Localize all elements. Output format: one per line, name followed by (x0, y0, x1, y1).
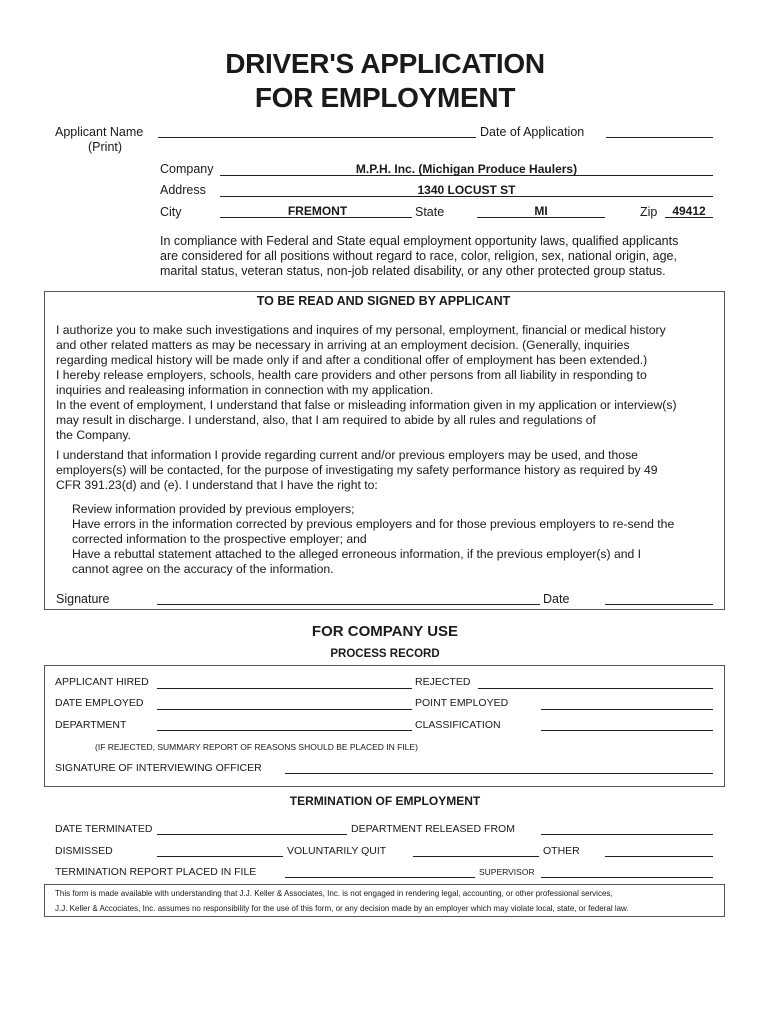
other-label: OTHER (543, 845, 580, 857)
date-employed-field[interactable] (157, 709, 412, 710)
classification-label: CLASSIFICATION (415, 719, 501, 731)
signature-label: Signature (56, 592, 110, 606)
p1-line: I authorize you to make such investigations and inquires of my personal, employment, financial or medical history (56, 323, 666, 337)
process-record-heading: PROCESS RECORD (330, 648, 440, 660)
form-title-line2: FOR EMPLOYMENT (254, 82, 516, 113)
rejected-note: (IF REJECTED, SUMMARY REPORT OF REASONS SHOULD BE PLACED IN FILE) (95, 742, 418, 752)
rights-line: corrected information to the prospective employer; and (72, 532, 367, 546)
applicant-hired-label: APPLICANT HIRED (55, 676, 149, 688)
point-employed-field[interactable] (541, 709, 713, 710)
date-terminated-field[interactable] (157, 834, 347, 835)
company-use-heading: FOR COMPANY USE (311, 623, 459, 640)
supervisor-label: SUPERVISOR (479, 867, 535, 877)
date-employed-label: DATE EMPLOYED (55, 697, 144, 709)
termination-report-label: TERMINATION REPORT PLACED IN FILE (55, 866, 257, 878)
eeo-line-1: In compliance with Federal and State equal employment opportunity laws, qualified applicants (160, 234, 679, 248)
authorization-paragraph-2 (56, 448, 658, 493)
p1-line: regarding medical history will be made only if and after a conditional offer of employment has been extended.) (56, 353, 648, 367)
signature-date-label: Date (543, 592, 570, 606)
voluntarily-quit-field[interactable] (413, 856, 539, 857)
dismissed-label: DISMISSED (55, 845, 113, 857)
company-value[interactable]: M.P.H. Inc. (Michigan Produce Haulers) (355, 162, 578, 176)
p2-line: employers(s) will be contacted, for the purpose of investigating my safety performance history as required by 49 (56, 463, 658, 477)
rejected-label: REJECTED (415, 676, 471, 688)
dismissed-field[interactable] (157, 856, 283, 857)
department-field[interactable] (157, 730, 412, 731)
p2-line: CFR 391.23(d) and (e). I understand that I have the right to: (56, 478, 378, 492)
other-field[interactable] (605, 856, 713, 857)
department-released-from-label: DEPARTMENT RELEASED FROM (351, 823, 515, 835)
state-value[interactable]: MI (534, 204, 548, 218)
voluntarily-quit-label: VOLUNTARILY QUIT (287, 845, 387, 857)
date-of-application-label: Date of Application (480, 125, 585, 139)
address-value[interactable]: 1340 LOCUST ST (417, 183, 516, 197)
rights-line: Have errors in the information corrected by previous employers and for those previous employers to re-send the (72, 517, 675, 531)
applicant-name-field[interactable] (158, 137, 476, 138)
p1-line: the Company. (56, 428, 131, 442)
applicant-name-label: Applicant Name (55, 125, 144, 139)
company-label: Company (160, 162, 214, 176)
eeo-line-2: are considered for all positions without regard to race, color, religion, sex, national origin, age, (160, 249, 677, 263)
rights-line: Have a rebuttal statement attached to the alleged erroneous information, if the previous employer(s) and I (72, 547, 642, 561)
zip-value[interactable]: 49412 (672, 204, 706, 218)
applicant-hired-field[interactable] (157, 688, 412, 689)
date-terminated-label: DATE TERMINATED (55, 823, 153, 835)
classification-field[interactable] (541, 730, 713, 731)
rights-line: Review information provided by previous employers; (72, 502, 355, 516)
interviewing-officer-label: SIGNATURE OF INTERVIEWING OFFICER (55, 762, 262, 774)
p1-line: inquiries and realeasing information in connection with my application. (56, 383, 434, 397)
state-label: State (415, 205, 445, 219)
signature-date-field[interactable] (605, 604, 713, 605)
applicant-rights-list (72, 502, 674, 577)
point-employed-label: POINT EMPLOYED (415, 697, 509, 709)
signature-field[interactable] (157, 604, 540, 605)
interviewing-officer-signature-field[interactable] (285, 773, 713, 774)
print-label: (Print) (88, 140, 123, 154)
termination-heading: TERMINATION OF EMPLOYMENT (289, 794, 481, 808)
p1-line: I hereby release employers, schools, health care providers and other persons from all liability in responding to (56, 368, 647, 382)
supervisor-field[interactable] (541, 877, 713, 878)
disclaimer-line-1: This form is made available with understanding that J.J. Keller & Associates, Inc. is not engaged in rendering legal, accounting, or other professional services, (55, 889, 613, 898)
date-of-application-field[interactable] (606, 137, 713, 138)
p1-line: may result in discharge. I understand, also, that I am required to abide by all rules and regulations of (56, 413, 596, 427)
city-label: City (160, 205, 182, 219)
authorization-paragraph-1 (56, 323, 677, 443)
p2-line: I understand that information I provide regarding current and/or previous employers may be used, and those (56, 448, 638, 462)
p1-line: and other related matters as may be necessary in arriving at an employment decision. (Generally, inquiries (56, 338, 630, 352)
p1-line: In the event of employment, I understand that false or misleading information given in my application or interview(s) (56, 398, 677, 412)
form-title-line1: DRIVER'S APPLICATION (225, 48, 545, 79)
department-released-from-field[interactable] (541, 834, 713, 835)
department-label: DEPARTMENT (55, 719, 127, 731)
rights-line: cannot agree on the accuracy of the information. (72, 562, 334, 576)
address-label: Address (160, 183, 206, 197)
authorization-heading: TO BE READ AND SIGNED BY APPLICANT (256, 294, 511, 308)
termination-report-field[interactable] (285, 877, 475, 878)
eeo-line-3: marital status, veteran status, non-job related disability, or any other protected group status. (160, 264, 666, 278)
rejected-field[interactable] (478, 688, 713, 689)
city-value[interactable]: FREMONT (287, 204, 348, 218)
disclaimer-line-2: J.J. Keller & Accociates, Inc. assumes no responsibility for the use of this form, or any decision made by an employer which may violate local, state, or federal law. (55, 904, 629, 913)
zip-label: Zip (640, 205, 658, 219)
